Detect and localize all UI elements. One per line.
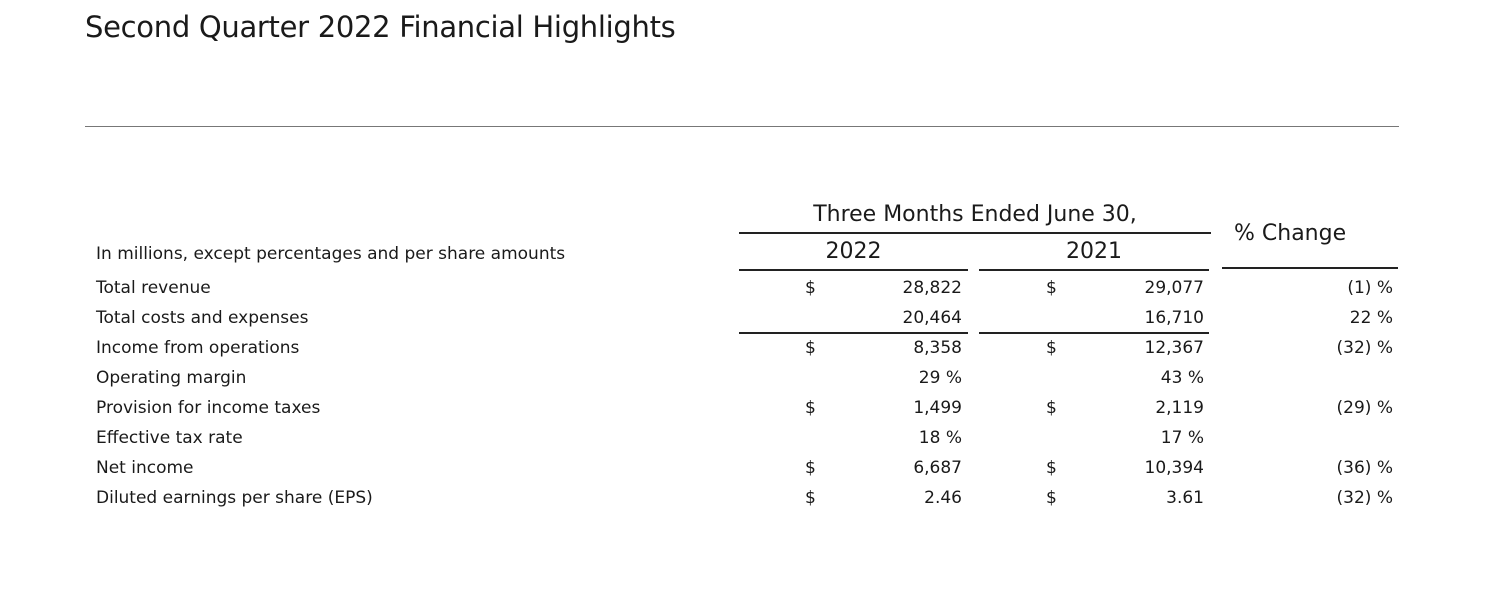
value-2022: 20,464 [902, 308, 962, 328]
currency-symbol-2021: $ [1046, 338, 1057, 358]
currency-symbol-2022: $ [805, 398, 816, 418]
financial-table-body [0, 273, 1500, 513]
value-2022: 28,822 [902, 278, 962, 298]
table-row-diluted-eps [0, 483, 1500, 513]
row-label: Diluted earnings per share (EPS) [96, 488, 373, 508]
table-row-operating-margin [0, 363, 1500, 393]
row-label: Effective tax rate [96, 428, 243, 448]
currency-symbol-2022: $ [805, 338, 816, 358]
value-2022: 2.46 [924, 488, 962, 508]
currency-symbol-2021: $ [1046, 398, 1057, 418]
period-group-header: Three Months Ended June 30, [739, 200, 1211, 234]
currency-symbol-2021: $ [1046, 278, 1057, 298]
table-row-net-income [0, 453, 1500, 483]
currency-symbol-2021: $ [1046, 458, 1057, 478]
title-divider [85, 126, 1399, 127]
table-row-income-from-operations [0, 333, 1500, 363]
value-2022: 8,358 [913, 338, 962, 358]
row-label: Provision for income taxes [96, 398, 321, 418]
value-2021: 43 % [1160, 368, 1204, 388]
currency-symbol-2022: $ [805, 278, 816, 298]
currency-symbol-2022: $ [805, 488, 816, 508]
value-2021: 29,077 [1144, 278, 1204, 298]
percent-change: (29) % [1336, 398, 1393, 418]
value-2022: 29 % [918, 368, 962, 388]
units-label: In millions, except percentages and per share amounts [96, 244, 566, 264]
currency-symbol-2022: $ [805, 458, 816, 478]
row-label: Income from operations [96, 338, 300, 358]
row-label: Operating margin [96, 368, 247, 388]
value-2022: 1,499 [913, 398, 962, 418]
row-label: Total costs and expenses [96, 308, 309, 328]
percent-change: (32) % [1336, 338, 1393, 358]
value-2022: 6,687 [913, 458, 962, 478]
table-row-total-revenue [0, 273, 1500, 303]
percent-change: (1) % [1347, 278, 1393, 298]
year-2022-header: 2022 [739, 237, 968, 271]
value-2021: 2,119 [1155, 398, 1204, 418]
percent-change: 22 % [1349, 308, 1393, 328]
row-label: Total revenue [96, 278, 211, 298]
page-title: Second Quarter 2022 Financial Highlights [85, 10, 676, 44]
row-label: Net income [96, 458, 194, 478]
value-2021: 3.61 [1166, 488, 1204, 508]
percent-change: (32) % [1336, 488, 1393, 508]
value-2021: 12,367 [1144, 338, 1204, 358]
table-row-provision-income-taxes [0, 393, 1500, 423]
percent-change: (36) % [1336, 458, 1393, 478]
table-row-effective-tax-rate [0, 423, 1500, 453]
table-row-total-costs [0, 303, 1500, 333]
value-2021: 10,394 [1144, 458, 1204, 478]
value-2021: 16,710 [1144, 308, 1204, 328]
currency-symbol-2021: $ [1046, 488, 1057, 508]
value-2021: 17 % [1160, 428, 1204, 448]
year-2021-header: 2021 [979, 237, 1209, 271]
value-2022: 18 % [918, 428, 962, 448]
percent-change-header: % Change [1222, 218, 1398, 269]
